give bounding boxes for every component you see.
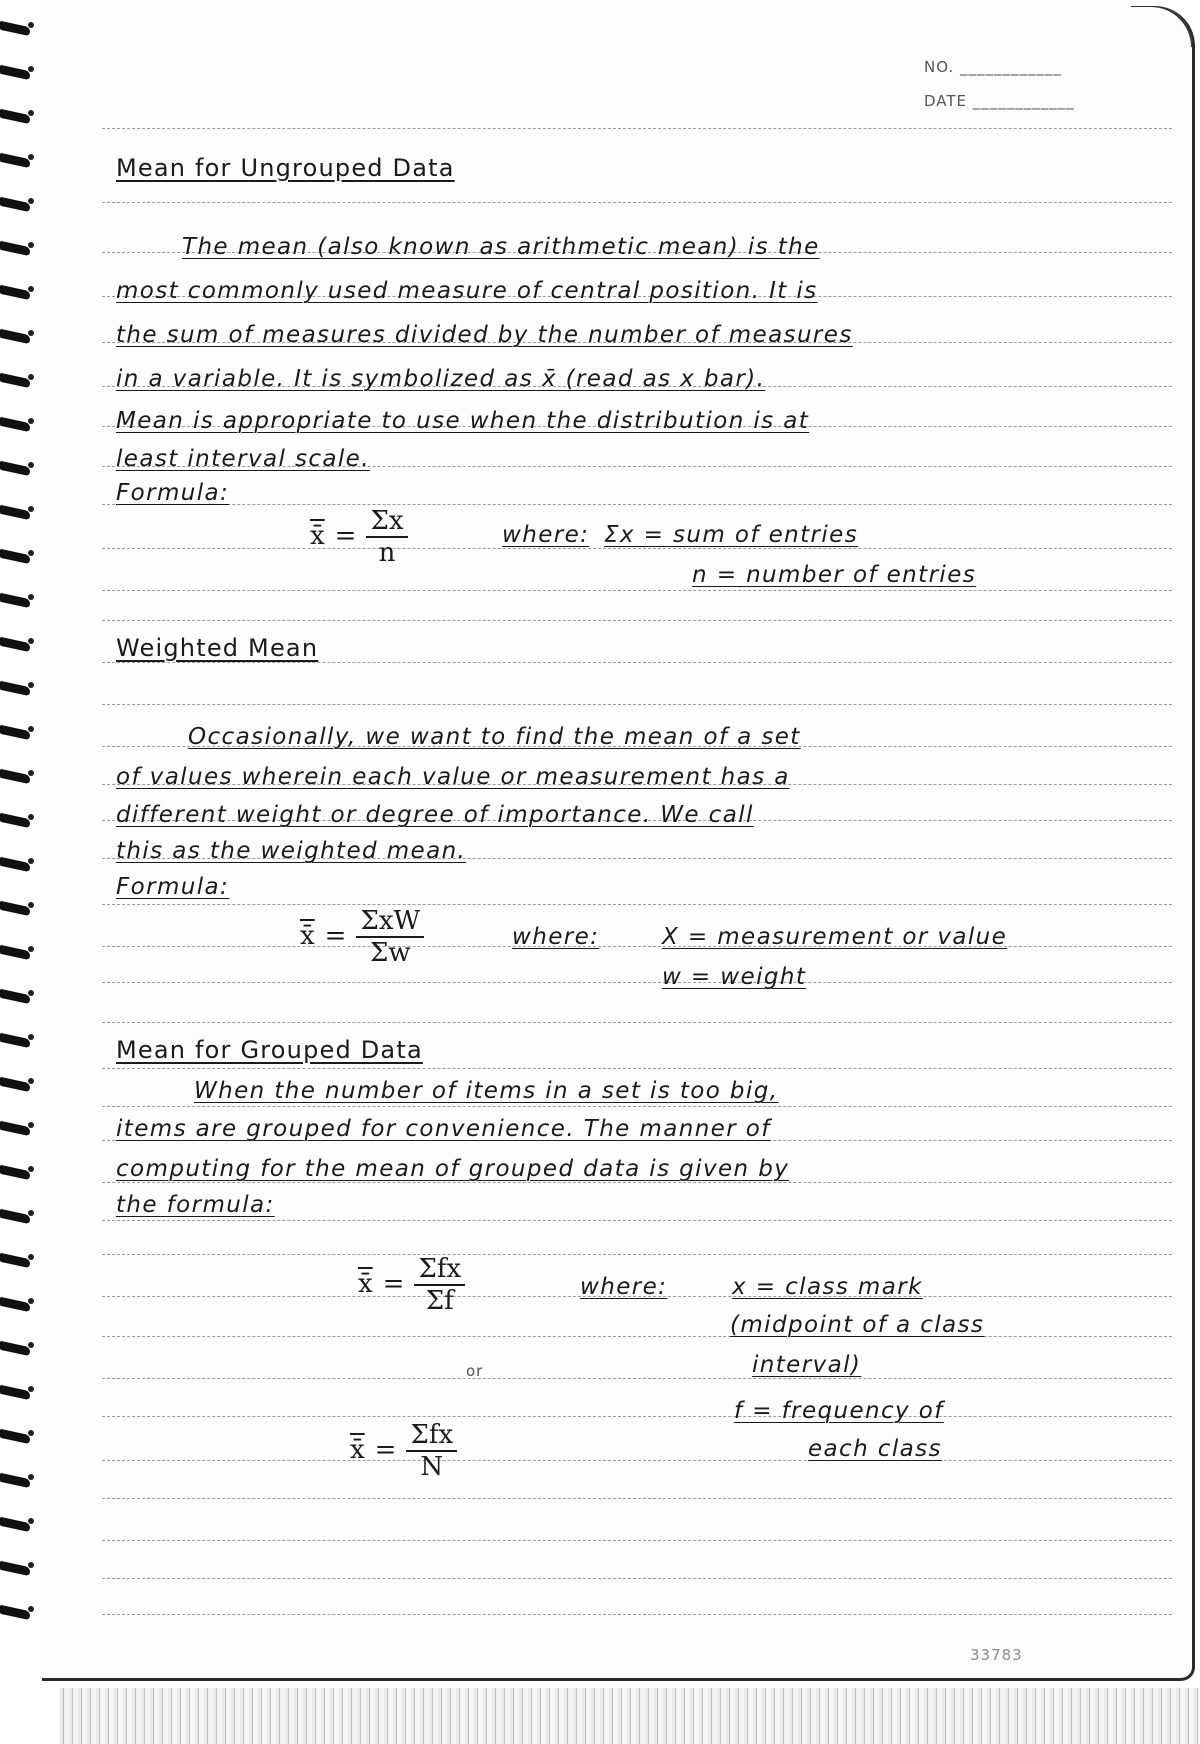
weighted-mean-formula (300, 906, 424, 968)
formula-equals: = (324, 921, 347, 951)
spiral-binding (0, 20, 40, 1660)
grouped-where-label: where: (580, 1274, 668, 1300)
grouped-where-x-midpoint: (midpoint of a class (730, 1312, 985, 1338)
formula-numerator: ΣxW (356, 906, 424, 938)
weighted-where-x: X = measurement or value (662, 924, 1008, 950)
page-number: 33783 (970, 1646, 1023, 1664)
grouped-mean-formula-2 (350, 1420, 457, 1482)
weighted-formula-label: Formula: (116, 874, 230, 900)
formula-fraction (366, 506, 407, 568)
formula-denominator: Σw (370, 938, 411, 968)
grouped-para-line: computing for the mean of grouped data is given by (116, 1156, 790, 1182)
formula-lhs: x̄ (358, 1269, 373, 1299)
grouped-para-line: When the number of items in a set is too big, (194, 1078, 779, 1104)
section-title-weighted: Weighted Mean (116, 634, 319, 662)
grouped-para-line: the formula: (116, 1192, 275, 1218)
weighted-para-line: this as the weighted mean. (116, 838, 467, 864)
weighted-para-line: Occasionally, we want to find the mean of a set (188, 724, 801, 750)
header-date-label: DATE ____________ (924, 92, 1075, 110)
formula-equals: = (382, 1269, 405, 1299)
formula-fraction (414, 1254, 465, 1316)
weighted-para-line: of values wherein each value or measurement has a (116, 764, 790, 790)
formula-lhs: x̄ (300, 921, 315, 951)
formula-numerator: Σfx (414, 1254, 465, 1286)
grouped-where-f-each: each class (808, 1436, 942, 1462)
ungrouped-para-line: least interval scale. (116, 446, 370, 472)
ungrouped-formula-label: Formula: (116, 480, 230, 506)
grouped-where-x-interval: interval) (752, 1352, 862, 1378)
ungrouped-para-line: the sum of measures divided by the number of measures (116, 322, 853, 348)
grouped-or-label: or (466, 1362, 484, 1380)
ungrouped-where-n: n = number of entries (692, 562, 977, 588)
weighted-para-line: different weight or degree of importance. We call (116, 802, 754, 828)
formula-equals: = (334, 521, 357, 551)
formula-equals: = (374, 1435, 397, 1465)
formula-numerator: Σfx (406, 1420, 457, 1452)
ungrouped-para-line: The mean (also known as arithmetic mean) is the (182, 234, 820, 260)
notebook-page (42, 6, 1195, 1681)
ungrouped-where-label: where: (502, 522, 590, 548)
grouped-mean-formula-1 (358, 1254, 465, 1316)
formula-lhs: x̄ (350, 1435, 365, 1465)
formula-fraction (356, 906, 424, 968)
grouped-where-x: x = class mark (732, 1274, 923, 1300)
header-no-label: NO. ____________ (924, 58, 1062, 76)
formula-denominator: Σf (425, 1286, 454, 1316)
page-corner-curl (1131, 6, 1194, 47)
formula-denominator: N (420, 1452, 444, 1482)
ungrouped-where-sum: Σx = sum of entries (604, 522, 859, 548)
ungrouped-para-line: most commonly used measure of central position. It is (116, 278, 818, 304)
ungrouped-mean-formula (310, 506, 408, 568)
ungrouped-para-line: in a variable. It is symbolized as x̄ (read as x bar). (116, 366, 766, 392)
weighted-where-w: w = weight (662, 964, 807, 990)
formula-fraction (406, 1420, 457, 1482)
formula-denominator: n (378, 538, 396, 568)
page-stack-edge (60, 1688, 1200, 1744)
weighted-where-label: where: (512, 924, 600, 950)
formula-lhs: x̄ (310, 521, 325, 551)
ungrouped-para-line: Mean is appropriate to use when the distribution is at (116, 408, 810, 434)
grouped-para-line: items are grouped for convenience. The manner of (116, 1116, 771, 1142)
section-title-ungrouped: Mean for Ungrouped Data (116, 154, 455, 182)
grouped-where-f: f = frequency of (734, 1398, 944, 1424)
section-title-grouped: Mean for Grouped Data (116, 1036, 423, 1064)
formula-numerator: Σx (366, 506, 407, 538)
